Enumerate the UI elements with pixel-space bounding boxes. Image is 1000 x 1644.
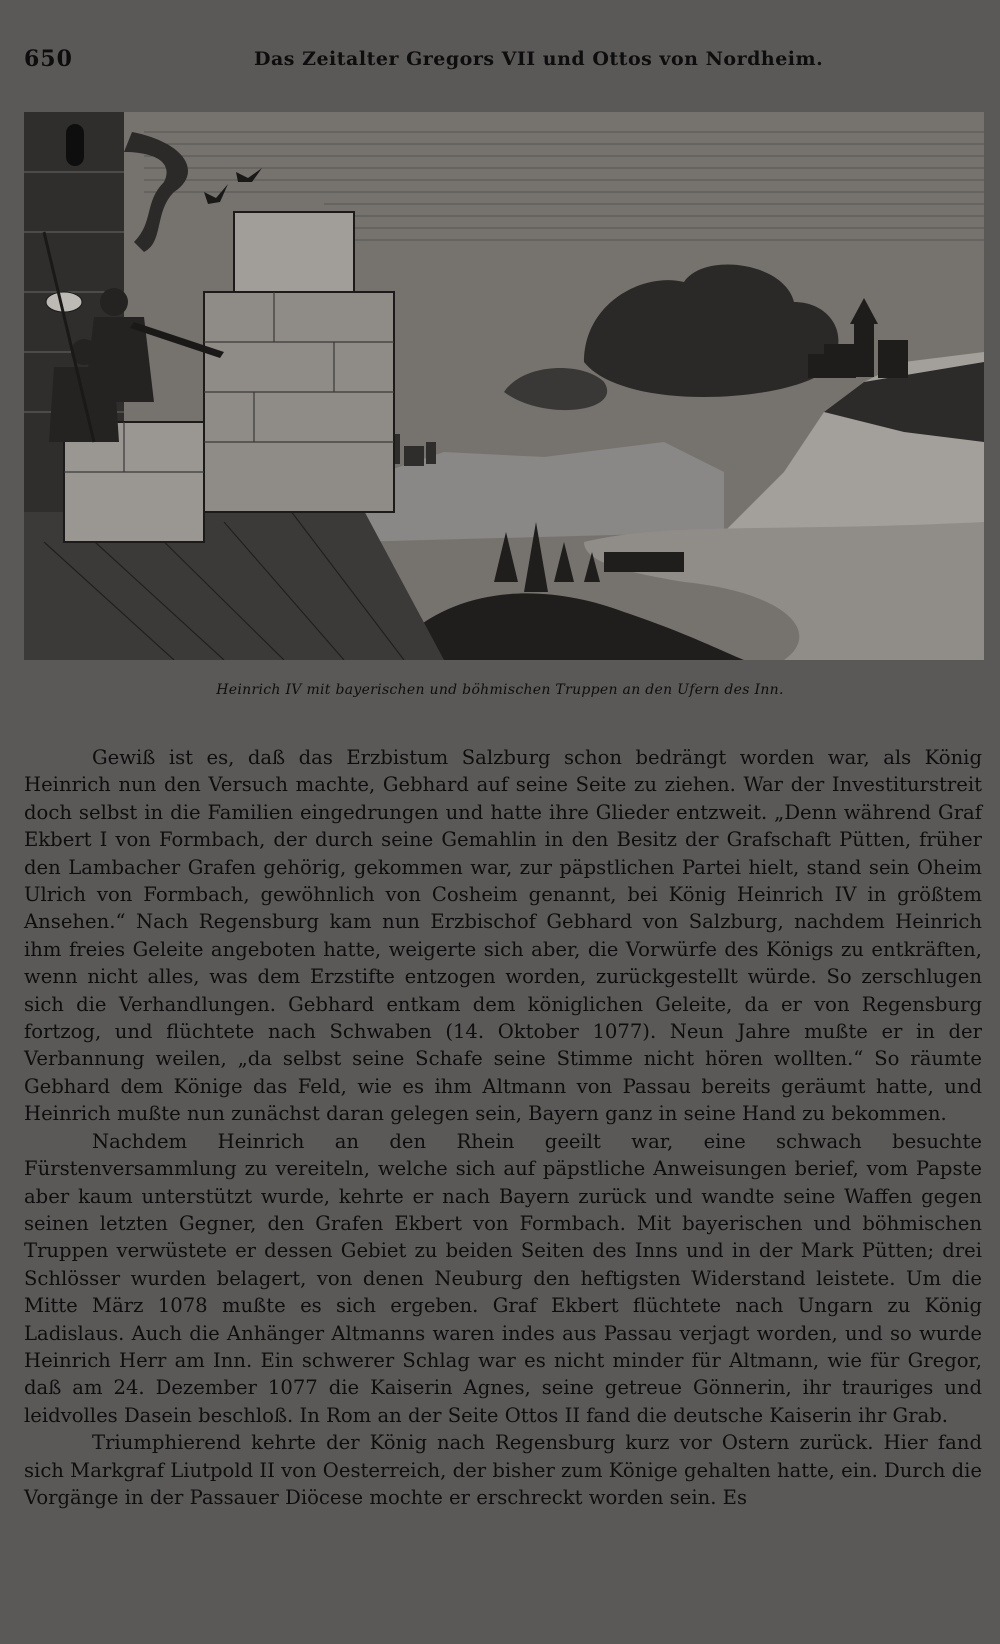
engraving-drawing [24, 112, 984, 660]
body-text [24, 744, 982, 1511]
paragraph: Gewiß ist es, daß das Erzbistum Salzburg schon bedrängt worden war, als König Heinrich nun den Versuch machte, Gebhard auf seine Seite zu ziehen. War der Investiturstreit doch selbst in die Familien eingedrungen und hatte ihre Glieder entzweit. „Denn während Graf Ekbert I von Formbach, der durch seine Gemahlin in den Besitz der Grafschaft Pütten, früher den Lambacher Grafen gehörig, gekommen war, zur päpstlichen Partei hielt, stand sein Oheim Ulrich von Formbach, gewöhnlich von Cosheim genannt, bei König Heinrich IV in größtem Ansehen.“ Nach Regensburg kam nun Erzbischof Gebhard von Salzburg, nachdem Heinrich ihm freies Geleite angeboten hatte, weigerte sich aber, die Vorwürfe des Königs zu entkräften, wenn nicht alles, was dem Erzstifte entzogen worden, zurückgestellt würde. So zerschlugen sich die Verhandlungen. Gebhard entkam dem königlichen Geleite, da er von Regensburg fortzog, und flüchtete nach Schwaben (14. Oktober 1077). Neun Jahre mußte er in der Verbannung weilen, „da selbst seine Schafe seine Stimme nicht hören wollten.“ So räumte Gebhard dem Könige das Feld, wie es ihm Altmann von Passau bereits geräumt hatte, und Heinrich mußte nun zunächst daran gelegen sein, Bayern ganz in seine Hand zu bekommen. [24, 746, 982, 1126]
paragraph: Triumphierend kehrte der König nach Regensburg kurz vor Ostern zurück. Hier fand sich Markgraf Liutpold II von Oesterreich, der bisher zum Könige gehalten hatte, ein. Durch die Vorgänge in der Passauer Diöcese mochte er erschreckt worden sein. Es [24, 1431, 982, 1509]
page-header [24, 46, 976, 80]
page-number: 650 [24, 46, 73, 72]
running-title: Das Zeitalter Gregors VII und Ottos von Nordheim. [254, 48, 824, 70]
paragraph: Nachdem Heinrich an den Rhein geeilt war, eine schwach besuchte Fürstenversammlung zu vereiteln, welche sich auf päpstliche Anweisungen berief, vom Papste aber kaum unterstützt wurde, kehrte er nach Bayern zurück und wandte seine Waffen gegen seinen letzten Gegner, den Grafen Ekbert von Formbach. Mit bayerischen und böhmischen Truppen verwüstete er dessen Gebiet zu beiden Seiten des Inns und in der Mark Pütten; drei Schlösser wurden belagert, von denen Neuburg den heftigsten Widerstand leistete. Um die Mitte März 1078 mußte es sich ergeben. Graf Ekbert flüchtete nach Ungarn zu König Ladislaus. Auch die Anhänger Altmanns waren indes aus Passau verjagt worden, und so wurde Heinrich Herr am Inn. Ein schwerer Schlag war es nicht minder für Altmann, wie für Gregor, daß am 24. Dezember 1077 die Kaiserin Agnes, seine getreue Gönnerin, ihr trauriges und leidvolles Dasein beschloß. In Rom an der Seite Ottos II fand die deutsche Kaiserin ihr Grab. [24, 1129, 982, 1427]
engraving-illustration [24, 112, 984, 660]
illustration-caption: Heinrich IV mit bayerischen und böhmischen Truppen an den Ufern des Inn. [216, 682, 784, 698]
tower-window [66, 124, 84, 166]
